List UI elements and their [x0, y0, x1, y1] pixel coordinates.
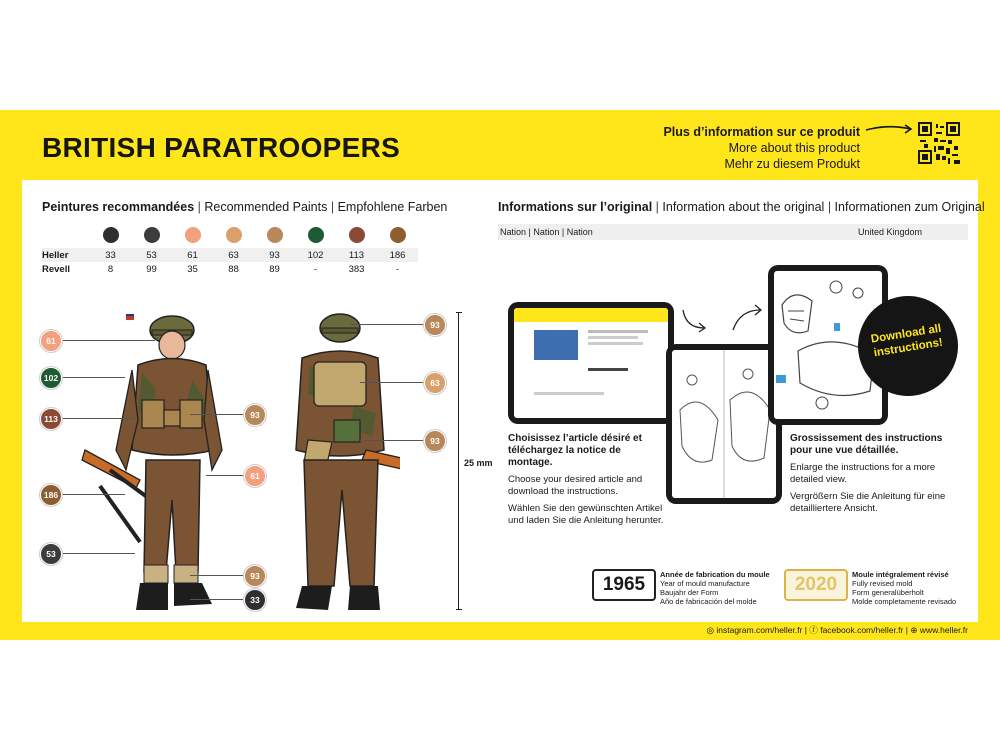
callout-line: [63, 553, 135, 554]
page-title: BRITISH PARATROOPERS: [42, 132, 401, 163]
heller-code: 102: [295, 248, 336, 262]
more-info-fr: Plus d’information sur ce produit: [663, 125, 860, 139]
social-footer: ◎ instagram.com/heller.fr | ⓕ facebook.com/heller.fr | ⊕ www.heller.fr: [706, 625, 968, 635]
scale-tick-bottom: [456, 609, 462, 610]
step-enlarge: [790, 433, 960, 520]
mould-en: Year of mould manufacture: [660, 579, 750, 588]
paint-swatch: [103, 227, 119, 243]
callout-line: [63, 340, 155, 341]
heller-code: 93: [254, 248, 295, 262]
paint-callout-badge: 93: [244, 565, 266, 587]
curved-arrow-icon: [680, 306, 710, 334]
soldier-back-illustration: [280, 310, 400, 615]
soldier-front-illustration: [80, 310, 230, 615]
callout-line: [190, 599, 244, 600]
callout-line: [360, 440, 424, 441]
scale-tick-top: [456, 312, 462, 313]
tablet-instructions-preview: [666, 344, 782, 504]
paint-swatch: [185, 227, 201, 243]
paint-callout-badge: 93: [424, 314, 446, 336]
heller-code: 186: [377, 248, 418, 262]
scale-bar: [458, 312, 459, 610]
heller-label: Heller: [42, 248, 90, 262]
nation-row: [498, 224, 968, 240]
revised-de: Form generalüberholt: [852, 588, 924, 597]
scale-label: 25 mm: [464, 458, 493, 468]
paint-callout-badge: 186: [40, 484, 62, 506]
paint-callout-badge: 102: [40, 367, 62, 389]
nation-value: United Kingdom: [858, 227, 923, 237]
heller-code: 63: [213, 248, 254, 262]
paint-callout-badge: 113: [40, 408, 62, 430]
revell-code: -: [395, 263, 400, 275]
revell-code: 8: [107, 263, 114, 275]
paint-callout-badge: 53: [40, 543, 62, 565]
paint-callout-badge: 93: [244, 404, 266, 426]
mould-fr: Année de fabrication du moule: [660, 570, 770, 579]
step-right-en: Enlarge the instructions for a more detailed view.: [790, 462, 936, 485]
callout-line: [350, 324, 424, 325]
callout-line: [190, 414, 244, 415]
paint-swatch: [308, 227, 324, 243]
curved-arrow-icon: [730, 304, 766, 334]
heller-row: [42, 248, 418, 262]
callout-line: [63, 494, 125, 495]
callout-line: [206, 475, 244, 476]
instagram-icon: ◎: [706, 625, 714, 635]
callout-line: [190, 575, 244, 576]
mould-de: Baujahr der Form: [660, 588, 719, 597]
mould-es: Año de fabricación del molde: [660, 597, 757, 606]
download-instructions-badge[interactable]: Download all instructions!: [851, 289, 965, 403]
heller-code: 33: [90, 248, 131, 262]
facebook-icon: ⓕ: [809, 625, 818, 635]
step-left-de: Wählen Sie den gewünschten Artikel und laden Sie die Anleitung herunter.: [508, 503, 664, 526]
globe-icon: ⊕: [910, 625, 918, 635]
step-left-fr: Choisissez l’article désiré et téléchargez la notice de montage.: [508, 433, 642, 468]
callout-line: [360, 382, 424, 383]
more-info[interactable]: [663, 124, 860, 172]
revised-en: Fully revised mold: [852, 579, 913, 588]
mould-year-box: 1965: [592, 569, 656, 601]
revell-code: 88: [228, 263, 239, 275]
paint-swatch: [226, 227, 242, 243]
mould-caption: [660, 570, 770, 606]
original-heading: Informations sur l’original | Information about the original | Informationen zum Original: [498, 200, 985, 214]
paints-heading-fr: Peintures recommandées: [42, 200, 195, 214]
original-heading-de: Informationen zum Original: [834, 200, 985, 214]
original-heading-en: Information about the original: [662, 200, 825, 214]
step-choose-article: [508, 433, 668, 532]
paints-heading-de: Empfohlene Farben: [337, 200, 448, 214]
revell-code: -: [313, 263, 318, 275]
step-left-en: Choose your desired article and download the instructions.: [508, 474, 643, 497]
paint-table: [42, 224, 418, 276]
paint-swatch: [349, 227, 365, 243]
heller-code: 53: [131, 248, 172, 262]
revised-es: Molde completamente revisado: [852, 597, 957, 606]
heller-code: 61: [172, 248, 213, 262]
paint-swatch: [267, 227, 283, 243]
revell-code: 383: [348, 263, 365, 275]
paint-callout-badge: 63: [424, 372, 446, 394]
original-heading-fr: Informations sur l’original: [498, 200, 653, 214]
revell-code: 35: [187, 263, 198, 275]
instagram-link[interactable]: instagram.com/heller.fr: [716, 625, 803, 635]
website-link[interactable]: www.heller.fr: [919, 625, 968, 635]
revised-fr: Moule intégralement révisé: [852, 570, 949, 579]
revell-code: 89: [269, 263, 280, 275]
paints-heading: Peintures recommandées | Recommended Paints | Empfohlene Farben: [42, 200, 448, 214]
callout-line: [63, 377, 125, 378]
arrow-right-icon: [864, 122, 914, 136]
step-right-fr: Grossissement des instructions pour une vue détaillée.: [790, 433, 943, 456]
callout-line: [63, 418, 135, 419]
paint-callout-badge: 33: [244, 589, 266, 611]
revised-year-box: 2020: [784, 569, 848, 601]
revell-label: Revell: [42, 263, 70, 275]
paint-callout-badge: 61: [40, 330, 62, 352]
revell-code: 99: [146, 263, 157, 275]
paint-swatch: [390, 227, 406, 243]
nation-label: Nation | Nation | Nation: [500, 227, 593, 237]
tablet-website-preview: [508, 302, 674, 424]
paint-callout-badge: 93: [424, 430, 446, 452]
facebook-link[interactable]: facebook.com/heller.fr: [820, 625, 904, 635]
heller-code: 113: [336, 248, 377, 262]
paints-heading-en: Recommended Paints: [204, 200, 328, 214]
paint-callout-badge: 61: [244, 465, 266, 487]
revell-row: [42, 262, 418, 276]
revised-caption: [852, 570, 956, 606]
more-info-de: Mehr zu diesem Produkt: [724, 157, 860, 171]
step-right-de: Vergrößern Sie die Anleitung für eine detailliertere Ansicht.: [790, 491, 946, 514]
qr-code-icon[interactable]: [918, 122, 960, 164]
more-info-en: More about this product: [728, 141, 860, 155]
paint-swatch: [144, 227, 160, 243]
